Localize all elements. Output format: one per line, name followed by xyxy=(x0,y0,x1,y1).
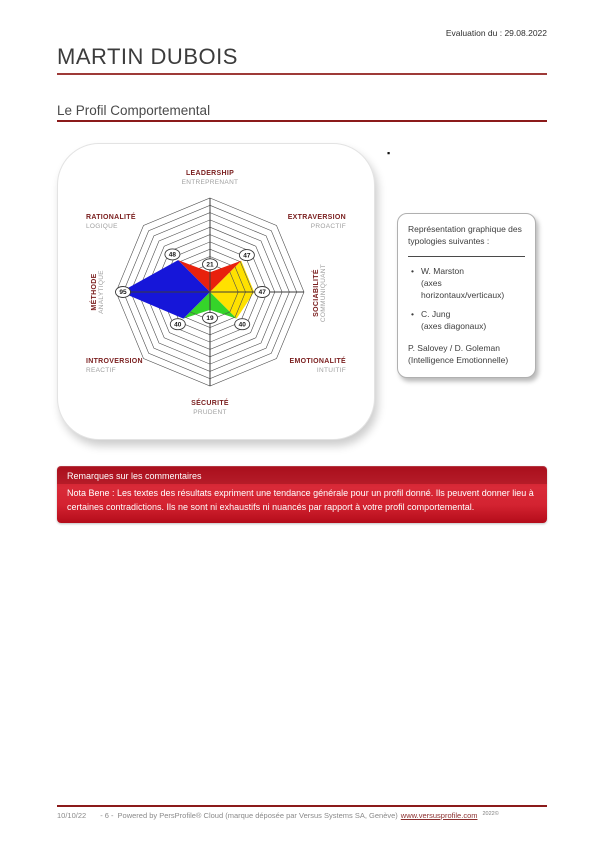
axis-label-extraversion xyxy=(226,214,346,231)
footer-website-link[interactable]: www.versusprofile.com xyxy=(400,811,478,820)
radar-value-text: 47 xyxy=(258,289,266,297)
typology-item-salovey-goleman xyxy=(408,343,527,367)
page-title: MARTIN DUBOIS xyxy=(57,44,238,69)
radar-value-text: 95 xyxy=(119,289,127,297)
axis-title: EMOTIONALITÉ xyxy=(289,358,346,365)
axis-subtitle: LOGIQUE xyxy=(86,222,118,230)
typologies-divider xyxy=(408,256,525,257)
notice-title: Remarques sur les commentaires xyxy=(57,466,547,484)
axis-label-methode xyxy=(91,245,115,339)
typology-detail: (Intelligence Emotionnelle) xyxy=(408,355,509,366)
axis-title: MÉTHODE xyxy=(91,273,98,311)
axis-label-rationalite xyxy=(86,214,206,231)
typology-name: P. Salovey / D. Goleman xyxy=(408,343,500,354)
radar-chart-card xyxy=(57,143,375,440)
axis-title: RATIONALITÉ xyxy=(86,214,136,221)
axis-subtitle: ANALYTIQUE xyxy=(98,270,105,314)
axis-title: SOCIABILITÉ xyxy=(313,269,320,317)
radar-value-text: 40 xyxy=(238,321,246,329)
axis-title: SÉCURITÉ xyxy=(191,400,229,407)
section-underline xyxy=(57,120,547,122)
bullet-icon: • xyxy=(411,309,414,320)
black-square-bullet-icon: ▪ xyxy=(387,148,391,158)
bullet-icon: • xyxy=(411,265,414,276)
typology-item-jung xyxy=(408,309,527,333)
footer-page-number: - 6 - xyxy=(100,811,114,820)
title-underline xyxy=(57,73,547,75)
typology-detail: (axes horizontaux/verticaux) xyxy=(421,277,505,300)
axis-title: INTROVERSION xyxy=(86,358,143,365)
axis-title: EXTRAVERSION xyxy=(287,214,346,221)
typologies-intro: Représentation graphique des typologies suivantes : xyxy=(408,224,522,246)
radar-value-text: 19 xyxy=(206,315,214,323)
typology-detail: (axes diagonaux) xyxy=(421,321,487,332)
axis-subtitle: PRUDENT xyxy=(193,408,227,416)
radar-value-text: 47 xyxy=(243,252,251,260)
notice-banner xyxy=(57,466,547,523)
page-footer xyxy=(57,805,547,820)
typology-item-marston xyxy=(408,266,527,302)
radar-value-text: 40 xyxy=(174,321,182,329)
radar-value-text: 48 xyxy=(168,251,177,259)
axis-subtitle: REACTIF xyxy=(86,366,116,374)
evaluation-date: Evaluation du : 29.08.2022 xyxy=(445,28,547,38)
axis-subtitle: PROACTIF xyxy=(310,222,346,230)
axis-label-emotionalite xyxy=(226,358,346,375)
axis-subtitle: INTUITIF xyxy=(316,366,346,374)
typology-name: W. Marston xyxy=(421,265,464,276)
footer-date: 10/10/22 xyxy=(57,811,87,820)
notice-body: Nota Bene : Les textes des résultats expriment une tendance générale pour un profil donné. Ils peuvent donner lieu à certaines contradictions. Ils ne sont ni exhaustifs ni nuancés par rapport à votre profil comportemental. xyxy=(67,488,534,512)
section-title: Le Profil Comportemental xyxy=(57,103,211,118)
typology-name: C. Jung xyxy=(421,309,451,320)
typologies-box xyxy=(397,213,536,378)
axis-title: LEADERSHIP xyxy=(185,170,235,177)
axis-subtitle: ENTREPRENANT xyxy=(181,178,239,186)
footer-doc-ref: 2022© xyxy=(482,811,499,817)
footer-powered-by: Powered by PersProfile® Cloud (marque déposée par Versus Systems SA, Genève) xyxy=(117,811,398,820)
axis-subtitle: COMMUNIQUANT xyxy=(320,263,327,323)
radar-value-text: 21 xyxy=(206,261,214,269)
axis-label-sociabilite xyxy=(313,243,337,343)
axis-label-introversion xyxy=(86,358,206,375)
axis-label-securite xyxy=(110,400,310,417)
axis-label-leadership xyxy=(110,170,310,187)
